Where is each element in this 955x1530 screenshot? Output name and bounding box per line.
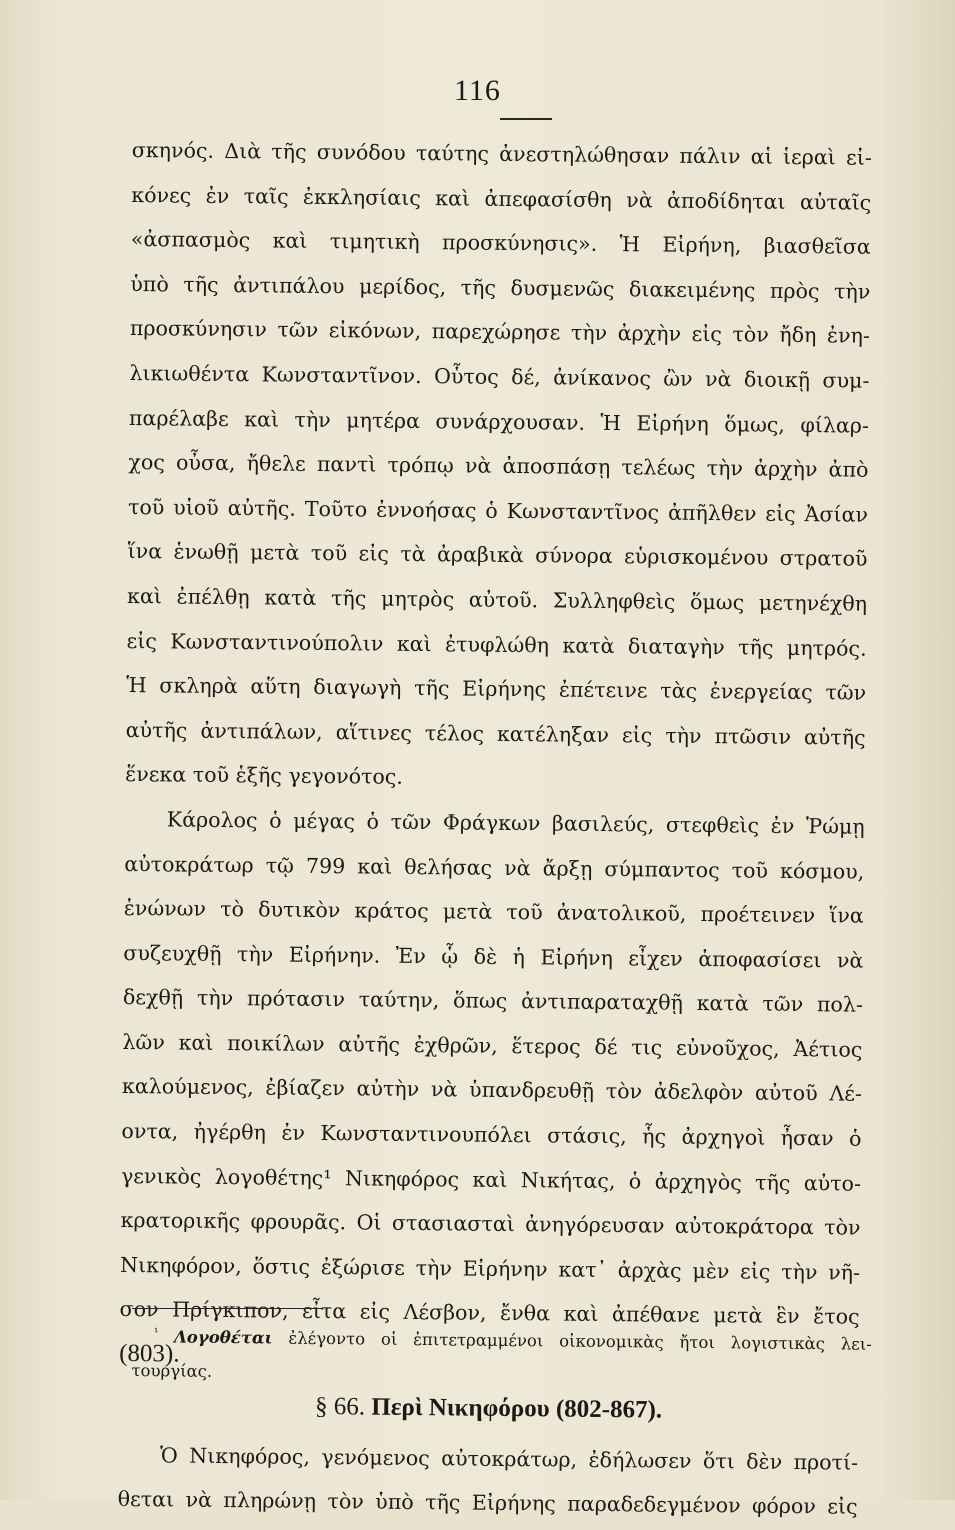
section-title: Περὶ Νικηφόρου (802-867).: [371, 1393, 663, 1424]
text-line: ἵνα ἑνωθῇ μετὰ τοῦ εἰς τὰ ἀραβικὰ σύνορα εὑρισκομένου στρατοῦ: [127, 539, 868, 572]
text-line: «ἀσπασμὸς καὶ τιμητικὴ προσκύνησις». Ἡ Εἰρήνη, βιασθεῖσα: [130, 227, 871, 259]
text-line: τοῦ υἱοῦ αὐτῆς. Τοῦτο ἐννοήσας ὁ Κωνσταντῖνος ἀπῆλθεν εἰς Ἀσίαν: [127, 494, 869, 527]
footnote-rule: [132, 1308, 322, 1309]
text-line: Ἡ σκληρὰ αὕτη διαγωγὴ τῆς Εἰρήνης ἐπέτεινε τὰς ἐνεργείας τῶν: [126, 673, 867, 705]
text-line: Κάρολος ὁ μέγας ὁ τῶν Φράγκων βασιλεύς, στεφθεὶς ἐν Ῥώμῃ: [166, 807, 865, 839]
text-line: καὶ ἐπέλθῃ κατὰ τῆς μητρὸς αὐτοῦ. Συλληφθεὶς ὅμως μετηνέχθη: [126, 583, 868, 616]
text-line: Ὁ Νικηφόρος, γενόμενος αὐτοκράτωρ, ἐδήλωσεν ὅτι δὲν προτί-: [159, 1442, 859, 1475]
body-text: [117, 128, 872, 1529]
text-line: αὐτῆς ἀντιπάλων, αἵτινες τέλος κατέληξαν εἰς τὴν πτῶσιν αὐτῆς: [125, 717, 866, 750]
text-line: δεχθῇ τὴν πρότασιν ταύτην, ὅπως ἀντιπαραταχθῇ κατὰ τῶν πολ-: [122, 985, 863, 1017]
text-line: γενικὸς λογοθέτης¹ Νικηφόρος καὶ Νικήτας, ὁ ἀρχηγὸς τῆς αὐτο-: [120, 1163, 862, 1196]
text-line: καλούμενος, ἐβίαζεν αὐτὴν νὰ ὑπανδρευθῇ τὸν ἀδελφὸν αὐτοῦ Λέ-: [121, 1074, 863, 1107]
text-line: λῶν καὶ ποικίλων αὐτῆς ἐχθρῶν, ἕτερος δέ τις εὐνοῦχος, Ἀέτιος: [122, 1029, 863, 1062]
footnote-text: ἐλέγοντο οἱ ἐπιτετραμμένοι οἰκονομικὰς ἤτοι λογιστικὰς λει-: [288, 1328, 872, 1354]
text-line: αὐτοκράτωρ τῷ 799 καὶ θελήσας νὰ ἄρξῃ σύμπαντος τοῦ κόσμου,: [124, 851, 865, 884]
text-line: παρέλαβε καὶ τὴν μητέρα συνάρχουσαν. Ἡ Εἰρήνη ὅμως, φίλαρ-: [128, 405, 870, 438]
text-line: θεται νὰ πληρώνῃ τὸν ὑπὸ τῆς Εἰρήνης παραδεδεγμένον φόρον εἰς: [117, 1487, 858, 1519]
footnote-term: Λογοθέται: [173, 1327, 273, 1348]
text-line: κόνες ἐν ταῖς ἐκκλησίαις καὶ ἀπεφασίσθη νὰ ἀποδίδηται αὐταῖς: [131, 182, 872, 215]
text-line: λικιωθέντα Κωνσταντῖνον. Οὗτος δέ, ἀνίκανος ὢν νὰ διοικῇ συμ-: [129, 360, 870, 393]
text-line: (803).: [119, 1339, 180, 1368]
text-line: κρατορικῆς φρουρᾶς. Οἱ στασιασταὶ ἀνηγόρευσαν αὐτοκράτορα τὸν: [120, 1208, 861, 1240]
text-line: ὑπὸ τῆς ἀντιπάλου μερίδος, τῆς δυσμενῶς διακειμένης πρὸς τὴν: [130, 271, 871, 304]
text-line: ἑνώνων τὸ δυτικὸν κράτος μετὰ τοῦ ἀνατολικοῦ, προέτεινεν ἵνα: [123, 896, 864, 928]
text-line: ἕνεκα τοῦ ἑξῆς γεγονότος.: [125, 762, 404, 790]
page-number: 116: [454, 74, 501, 107]
page-number-rule: [500, 118, 552, 120]
footnote: [131, 1320, 872, 1396]
footnote-marker: ¹: [153, 1325, 159, 1339]
text-line: συζευχθῇ τὴν Εἰρήνην. Ἐν ᾧ δὲ ἡ Εἰρήνη εἶχεν ἀποφασίσει νὰ: [123, 940, 864, 973]
text-line: χος οὖσα, ἤθελε παντὶ τρόπῳ νὰ ἀποσπάσῃ τελέως τὴν ἀρχὴν ἀπὸ: [128, 450, 869, 482]
text-line: εἰς Κωνσταντινούπολιν καὶ ἐτυφλώθη κατὰ διαταγὴν τῆς μητρός.: [126, 628, 867, 661]
text-line: Νικηφόρον, ὅστις ἐξώρισε τὴν Εἰρήνην κατ᾽ ἀρχὰς μὲν εἰς τὴν νῆ-: [119, 1252, 861, 1285]
text-line: σκηνός. Διὰ τῆς συνόδου ταύτης ἀνεστηλώθησαν πάλιν αἱ ἱεραὶ εἰ-: [131, 137, 872, 170]
footnote-line: τουργίας.: [131, 1360, 213, 1381]
text-line: οντα, ἠγέρθη ἐν Κωνσταντινουπόλει στάσις, ἧς ἀρχηγοὶ ἦσαν ὁ: [121, 1119, 862, 1151]
section-number: § 66.: [314, 1392, 366, 1421]
text-line: προσκύνησιν τῶν εἰκόνων, παρεχώρησε τὴν ἀρχὴν εἰς τὸν ἤδη ἐνη-: [129, 316, 870, 349]
text-line: σον Πρίγκιπον, εἶτα εἰς Λέσβον, ἔνθα καὶ ἀπέθανε μετὰ ἓν ἔτος: [119, 1297, 860, 1330]
